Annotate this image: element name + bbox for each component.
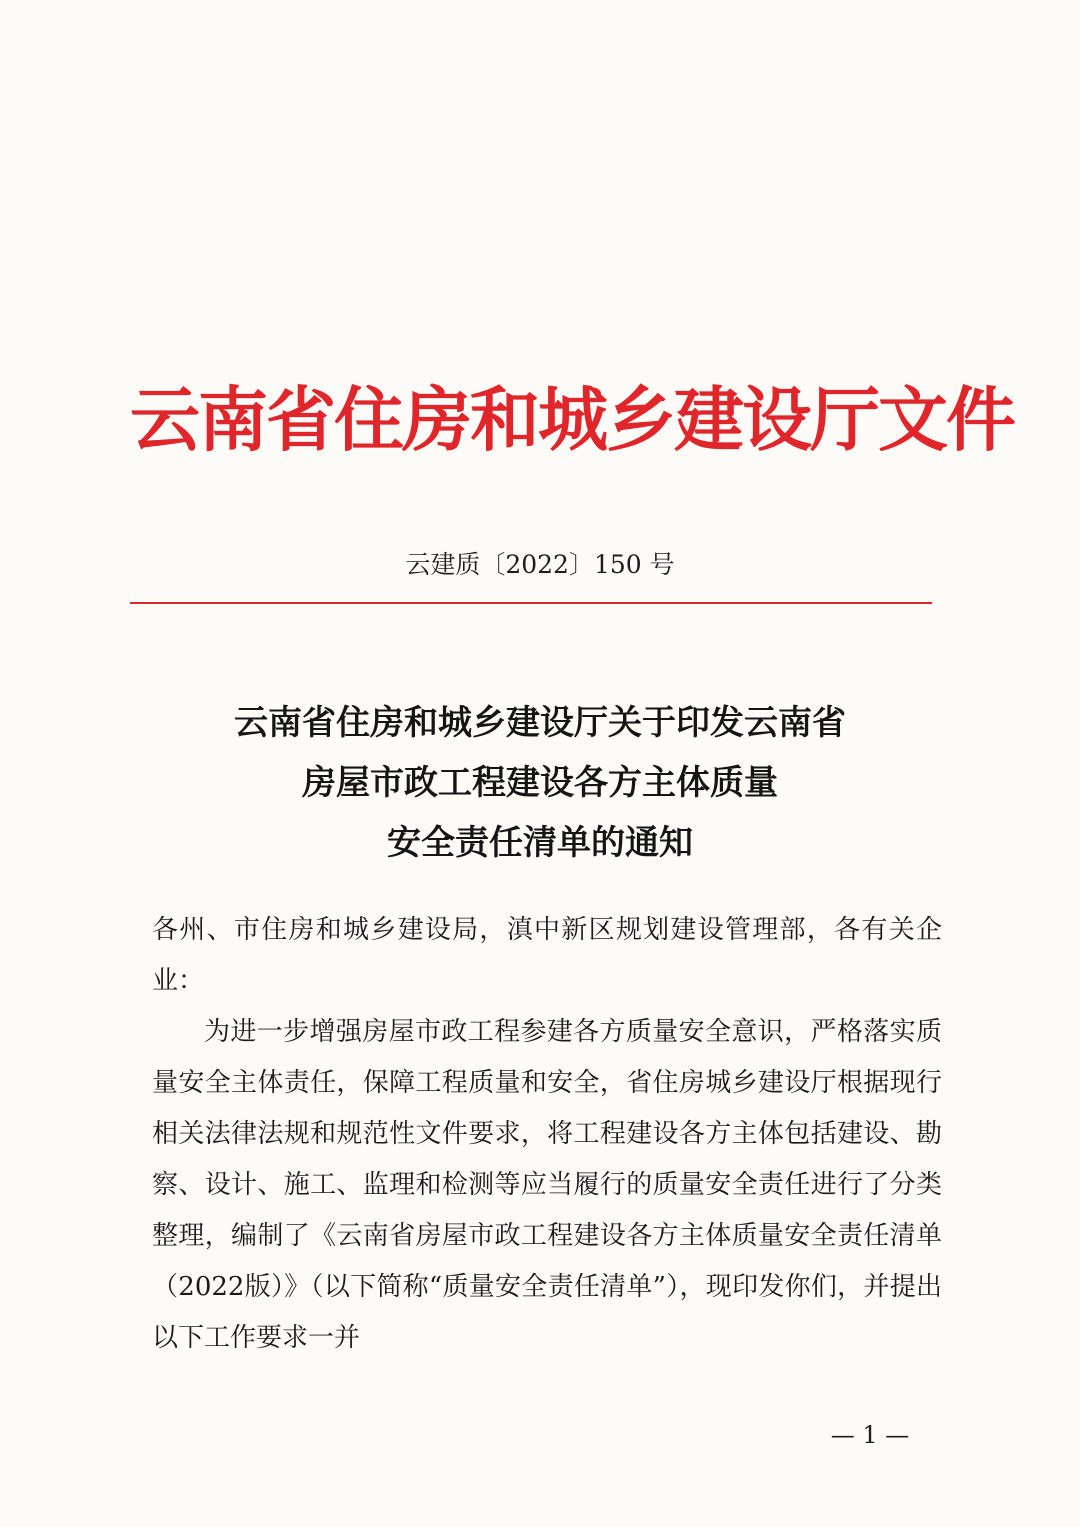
- title-line-2: 房屋市政工程建设各方主体质量: [302, 763, 778, 803]
- red-separator-line: [130, 602, 932, 604]
- document-title: [130, 693, 950, 873]
- document-number: 云建质〔2022〕150 号: [405, 550, 675, 579]
- body-paragraph: 为进一步增强房屋市政工程参建各方质量安全意识，严格落实质量安全主体责任，保障工程质量和安全，省住房城乡建设厅根据现行相关法律法规和规范性文件要求，将工程建设各方主体包括建设、勘察、设计、施工、监理和检测等应当履行的质量安全责任进行了分类整理，编制了《云南省房屋市政工程建设各方主体质量安全责任清单（2022版）》（以下简称“质量安全责任清单”），现印发你们，并提出以下工作要求一并: [152, 1017, 942, 1353]
- title-line-1: 云南省住房和城乡建设厅关于印发云南省: [234, 703, 846, 743]
- page-number: — 1 —: [830, 1421, 910, 1449]
- recipients-line: 各州、市住房和城乡建设局，滇中新区规划建设管理部，各有关企业：: [152, 915, 942, 996]
- issuer-header: 云南省住房和城乡建设厅文件: [130, 379, 1014, 461]
- document-body: [152, 905, 942, 1364]
- title-line-3: 安全责任清单的通知: [387, 823, 693, 863]
